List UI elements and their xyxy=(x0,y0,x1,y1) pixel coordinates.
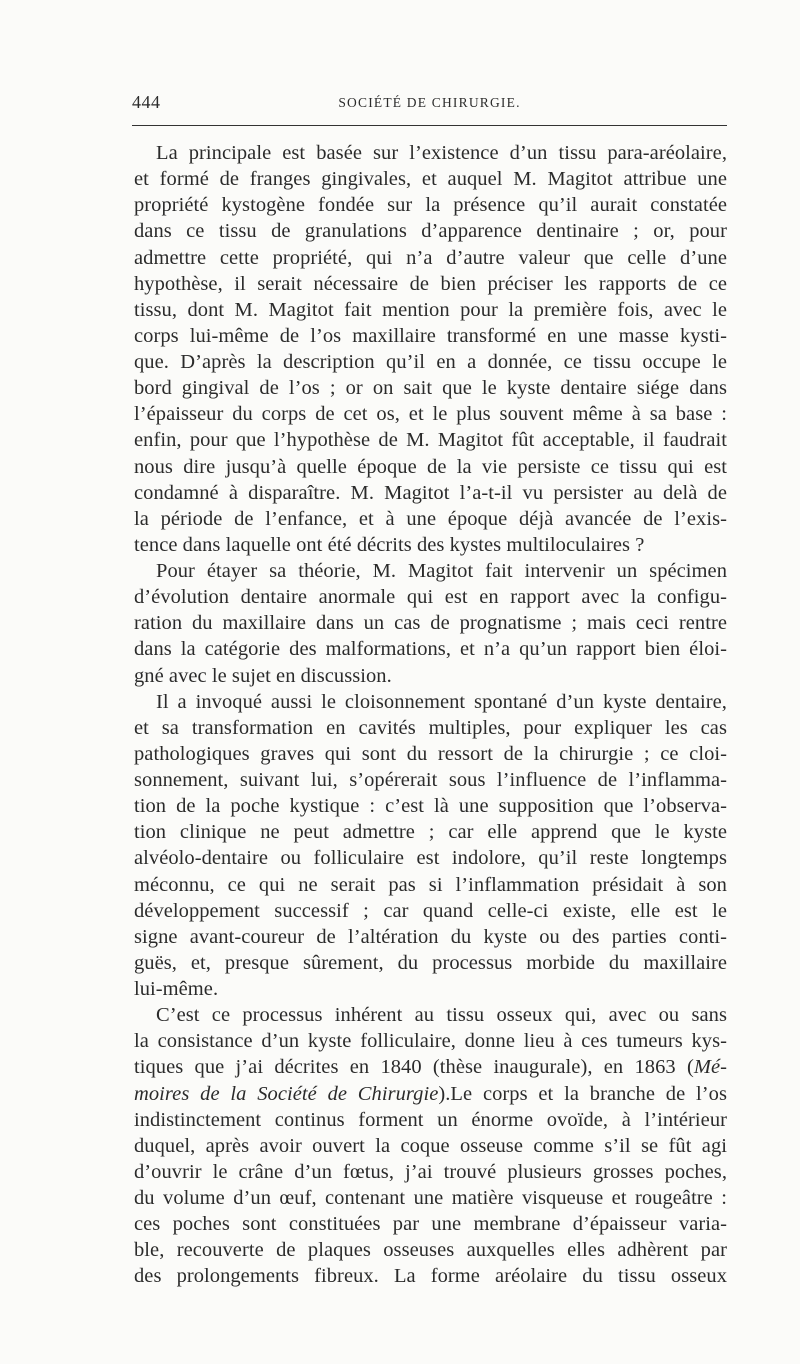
text-line: indistinctement continus forment un énorme ovoïde, à l’intérieur xyxy=(134,1108,727,1131)
text-line: pathologiques graves qui sont du ressort de la chirurgie ; ce cloi- xyxy=(134,742,727,765)
text-line: nous dire jusqu’à quelle époque de la vie persiste ce tissu qui est xyxy=(134,455,727,478)
italic-segment: moires de la Société de Chirurgie xyxy=(134,1082,439,1105)
text-line: alvéolo-dentaire ou folliculaire est indolore, qu’il reste longtemps xyxy=(134,847,727,870)
text-line: que. D’après la description qu’il en a donnée, ce tissu occupe le xyxy=(134,351,727,373)
text-line: dans ce tissu de granulations d’apparence dentinaire ; or, pour xyxy=(134,220,727,243)
text-line: la consistance d’un kyste folliculaire, donne lieu à ces tumeurs kys- xyxy=(134,1030,727,1053)
body-text xyxy=(134,140,727,1290)
header-rule xyxy=(132,125,727,126)
text-line: méconnu, ce qui ne serait pas si l’inflammation présidait à son xyxy=(134,873,727,896)
text-line: du volume d’un œuf, contenant une matière visqueuse et rougeâtre : xyxy=(134,1187,727,1209)
page-number: 444 xyxy=(132,92,161,112)
text-line xyxy=(134,1081,727,1107)
text-line: ration du maxillaire dans un cas de prognatisme ; mais ceci rentre xyxy=(134,612,727,635)
text-line: bord gingival de l’os ; or on sait que le kyste dentaire siége dans xyxy=(134,377,727,400)
text-line: gné avec le sujet en discussion. xyxy=(134,664,392,687)
text-line: Pour étayer sa théorie, M. Magitot fait intervenir un spécimen xyxy=(156,560,727,582)
text-line: tion de la poche kystique : c’est là une supposition que l’observa- xyxy=(134,795,727,818)
text-line: ces poches sont constituées par une membrane d’épaisseur varia- xyxy=(134,1213,727,1236)
text-line: C’est ce processus inhérent au tissu osseux qui, avec ou sans xyxy=(156,1004,727,1027)
text-line: La principale est basée sur l’existence d’un tissu para-aréolaire, xyxy=(156,142,727,164)
text-line: ble, recouverte de plaques osseuses auxquelles elles adhèrent par xyxy=(134,1239,727,1262)
running-head xyxy=(132,92,727,114)
text-line: guës, et, presque sûrement, du processus morbide du maxillaire xyxy=(134,951,727,974)
text-line: et sa transformation en cavités multiples, pour expliquer les cas xyxy=(134,716,727,739)
text-line: la période de l’enfance, et à une époque déjà avancée de l’exis- xyxy=(134,507,727,530)
text-line: dans la catégorie des malformations, et n’a qu’un rapport bien éloi- xyxy=(134,638,727,661)
text-line: propriété kystogène fondée sur la présence qu’il aurait constatée xyxy=(134,194,727,217)
text-segment: tiques que j’ai décrites en 1840 (thèse inaugurale), en 1863 ( xyxy=(134,1056,694,1079)
text-line: enfin, pour que l’hypothèse de M. Magitot fût acceptable, il faudrait xyxy=(134,429,727,452)
text-line: développement successif ; car quand celle-ci existe, elle est le xyxy=(134,899,727,922)
text-line: signe avant-coureur de l’altération du kyste ou des parties conti- xyxy=(134,925,727,948)
text-line: Il a invoqué aussi le cloisonnement spontané d’un kyste dentaire, xyxy=(156,690,727,713)
text-line: corps lui-même de l’os maxillaire transformé en une masse kysti- xyxy=(134,324,727,347)
text-line: l’épaisseur du corps de cet os, et le plus souvent même à sa base : xyxy=(134,403,727,426)
text-line: tence dans laquelle ont été décrits des kystes multiloculaires ? xyxy=(134,533,645,556)
italic-segment: Mé- xyxy=(693,1056,727,1079)
text-line xyxy=(134,1054,727,1080)
text-line: des prolongements fibreux. La forme aréolaire du tissu osseux xyxy=(134,1265,727,1288)
text-segment: ).Le corps et la branche de l’os xyxy=(438,1082,727,1105)
text-line: d’ouvrir le crâne d’un fœtus, j’ai trouvé plusieurs grosses poches, xyxy=(134,1160,727,1183)
text-line: d’évolution dentaire anormale qui est en rapport avec la configu- xyxy=(134,586,727,609)
text-line: tissu, dont M. Magitot fait mention pour la première fois, avec le xyxy=(134,298,727,321)
text-line: admettre cette propriété, qui n’a d’autre valeur que celle d’une xyxy=(134,246,727,269)
text-line: tion clinique ne peut admettre ; car elle apprend que le kyste xyxy=(134,821,727,844)
text-line: duquel, après avoir ouvert la coque osseuse comme s’il se fût agi xyxy=(134,1134,727,1157)
journal-title: SOCIÉTÉ DE CHIRURGIE. xyxy=(338,95,521,110)
text-line: condamné à disparaître. M. Magitot l’a-t-il vu persister au delà de xyxy=(134,481,727,504)
text-line: lui-même. xyxy=(134,978,219,1000)
text-line: hypothèse, il serait nécessaire de bien préciser les rapports de ce xyxy=(134,272,727,295)
text-line: sonnement, suivant lui, s’opérerait sous l’influence de l’inflamma- xyxy=(134,769,727,791)
text-line: et formé de franges gingivales, et auquel M. Magitot attribue une xyxy=(134,168,727,191)
